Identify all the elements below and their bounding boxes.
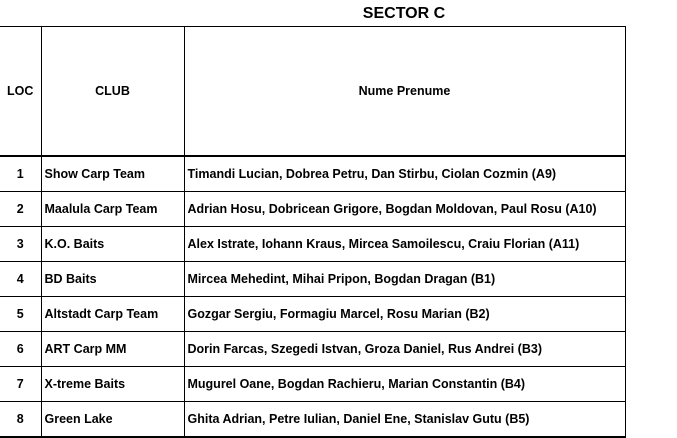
cell-names: Adrian Hosu, Dobricean Grigore, Bogdan Moldovan, Paul Rosu (A10) (184, 192, 625, 227)
cell-names: Mugurel Oane, Bogdan Rachieru, Marian Constantin (B4) (184, 367, 625, 402)
cell-loc: 1 (0, 156, 41, 192)
table-row (0, 402, 625, 438)
cell-club: X-treme Baits (41, 367, 184, 402)
cell-club: BD Baits (41, 262, 184, 297)
table-header-row (0, 27, 625, 157)
table-row (0, 227, 625, 262)
cell-club: Altstadt Carp Team (41, 297, 184, 332)
cell-club: K.O. Baits (41, 227, 184, 262)
cell-loc: 5 (0, 297, 41, 332)
table-row (0, 332, 625, 367)
cell-names: Timandi Lucian, Dobrea Petru, Dan Stirbu, Ciolan Cozmin (A9) (184, 156, 625, 192)
cell-names: Dorin Farcas, Szegedi Istvan, Groza Daniel, Rus Andrei (B3) (184, 332, 625, 367)
cell-names: Alex Istrate, Iohann Kraus, Mircea Samoilescu, Craiu Florian (A11) (184, 227, 625, 262)
sector-title: SECTOR C (362, 5, 446, 22)
table-row (0, 156, 625, 192)
table-row (0, 297, 625, 332)
cell-names: Gozgar Sergiu, Formagiu Marcel, Rosu Marian (B2) (184, 297, 625, 332)
table-row (0, 192, 625, 227)
cell-loc: 7 (0, 367, 41, 402)
header-loc: LOC (0, 27, 41, 157)
cell-club: Green Lake (41, 402, 184, 438)
cell-names: Mircea Mehedint, Mihai Pripon, Bogdan Dragan (B1) (184, 262, 625, 297)
cell-loc: 6 (0, 332, 41, 367)
cell-club: ART Carp MM (41, 332, 184, 367)
cell-club: Maalula Carp Team (41, 192, 184, 227)
cell-loc: 3 (0, 227, 41, 262)
header-club: CLUB (41, 27, 184, 157)
header-names: Nume Prenume (184, 27, 625, 157)
table-row (0, 367, 625, 402)
cell-loc: 4 (0, 262, 41, 297)
table-row (0, 262, 625, 297)
cell-loc: 8 (0, 402, 41, 438)
results-table (0, 26, 626, 438)
cell-names: Ghita Adrian, Petre Iulian, Daniel Ene, Stanislav Gutu (B5) (184, 402, 625, 438)
cell-club: Show Carp Team (41, 156, 184, 192)
cell-loc: 2 (0, 192, 41, 227)
